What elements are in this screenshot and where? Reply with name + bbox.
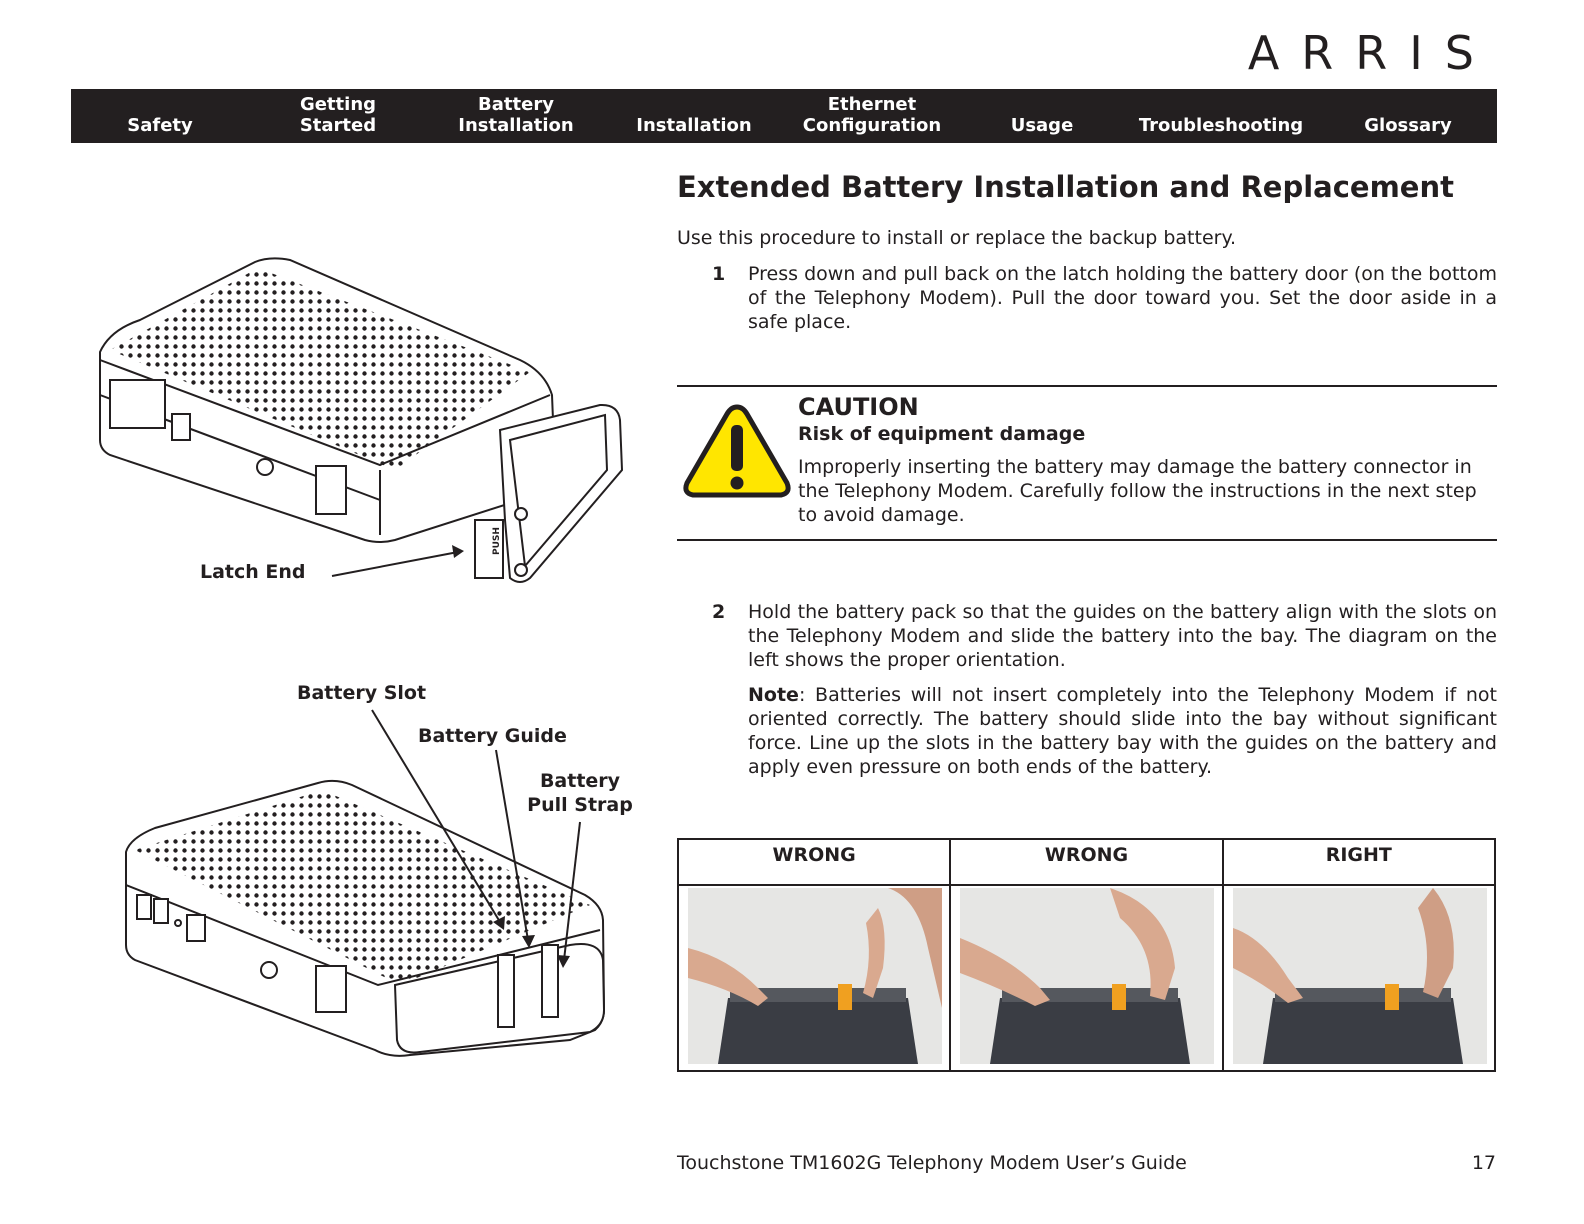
battery-pull-strap-label: Battery Pull Strap	[527, 770, 633, 816]
battery-photo-wrong-1	[688, 888, 942, 1064]
photo-column-wrong-2	[951, 840, 1223, 1070]
modem-diagrams	[0, 0, 660, 1100]
nav-troubleshooting[interactable]: Troubleshooting	[1138, 115, 1304, 136]
intro-text: Use this procedure to install or replace the backup battery.	[677, 227, 1237, 249]
caution-subheading: Risk of equipment damage	[798, 423, 1086, 445]
step-2	[712, 600, 1497, 672]
note-label: Note	[748, 684, 799, 706]
nav-ethernet-configuration[interactable]: Ethernet Configuration	[802, 94, 942, 136]
step-2-text: Hold the battery pack so that the guides on the battery align with the slots on the Telephony Modem and slide the battery into the bay. The diagram on the left shows the proper orientation.	[748, 601, 1497, 671]
nav-installation[interactable]: Installation	[636, 115, 752, 136]
latch-end-arrowhead	[452, 545, 464, 558]
photo-header: RIGHT	[1224, 840, 1494, 886]
battery-photo-right	[1233, 888, 1487, 1064]
note-text: : Batteries will not insert completely into the Telephony Modem if not oriented correctly. The battery should slide into the bay without significant force. Line up the slots in the battery bay with the guides on the battery and apply even pressure on both ends of the battery.	[748, 684, 1497, 778]
nav-usage[interactable]: Usage	[1010, 115, 1074, 136]
caution-box	[677, 385, 1497, 541]
step-1-text: Press down and pull back on the latch holding the battery door (on the bottom of the Telephony Modem). Pull the door toward you. Set the door aside in a safe place.	[748, 263, 1497, 333]
arris-logo: ARRIS	[1247, 26, 1496, 80]
nav-safety[interactable]: Safety	[127, 115, 193, 136]
photo-column-wrong-1	[679, 840, 951, 1070]
step-1	[712, 262, 1497, 334]
battery-slot-label: Battery Slot	[297, 682, 427, 704]
latch-end-arrow	[332, 552, 458, 576]
battery-guide-label: Battery Guide	[418, 725, 567, 747]
orientation-photo-table	[677, 838, 1496, 1072]
nav-getting-started[interactable]: Getting Started	[299, 94, 377, 136]
photo-column-right	[1224, 840, 1494, 1070]
photo-header: WRONG	[951, 840, 1221, 886]
nav-glossary[interactable]: Glossary	[1364, 115, 1452, 136]
modem-top-illustration	[100, 258, 622, 582]
page-title: Extended Battery Installation and Replacement	[677, 170, 1454, 204]
warning-icon	[681, 401, 793, 501]
modem-bottom-illustration	[126, 781, 604, 1056]
nav-battery-installation[interactable]: Battery Installation	[458, 94, 574, 136]
photo-header: WRONG	[679, 840, 949, 886]
note-paragraph	[748, 683, 1497, 779]
step-1-number: 1	[712, 263, 726, 285]
footer-guide-title: Touchstone TM1602G Telephony Modem User’s Guide	[677, 1152, 1187, 1174]
page-number: 17	[1471, 1152, 1496, 1174]
latch-end-label: Latch End	[200, 561, 306, 583]
battery-photo-wrong-2	[960, 888, 1214, 1064]
caution-heading: CAUTION	[798, 393, 919, 421]
caution-message: Improperly inserting the battery may damage the battery connector in the Telephony Modem. Carefully follow the instructions in the next step to avoid damage.	[798, 456, 1477, 526]
step-2-number: 2	[712, 601, 726, 623]
push-latch-text: PUSH	[492, 527, 502, 555]
